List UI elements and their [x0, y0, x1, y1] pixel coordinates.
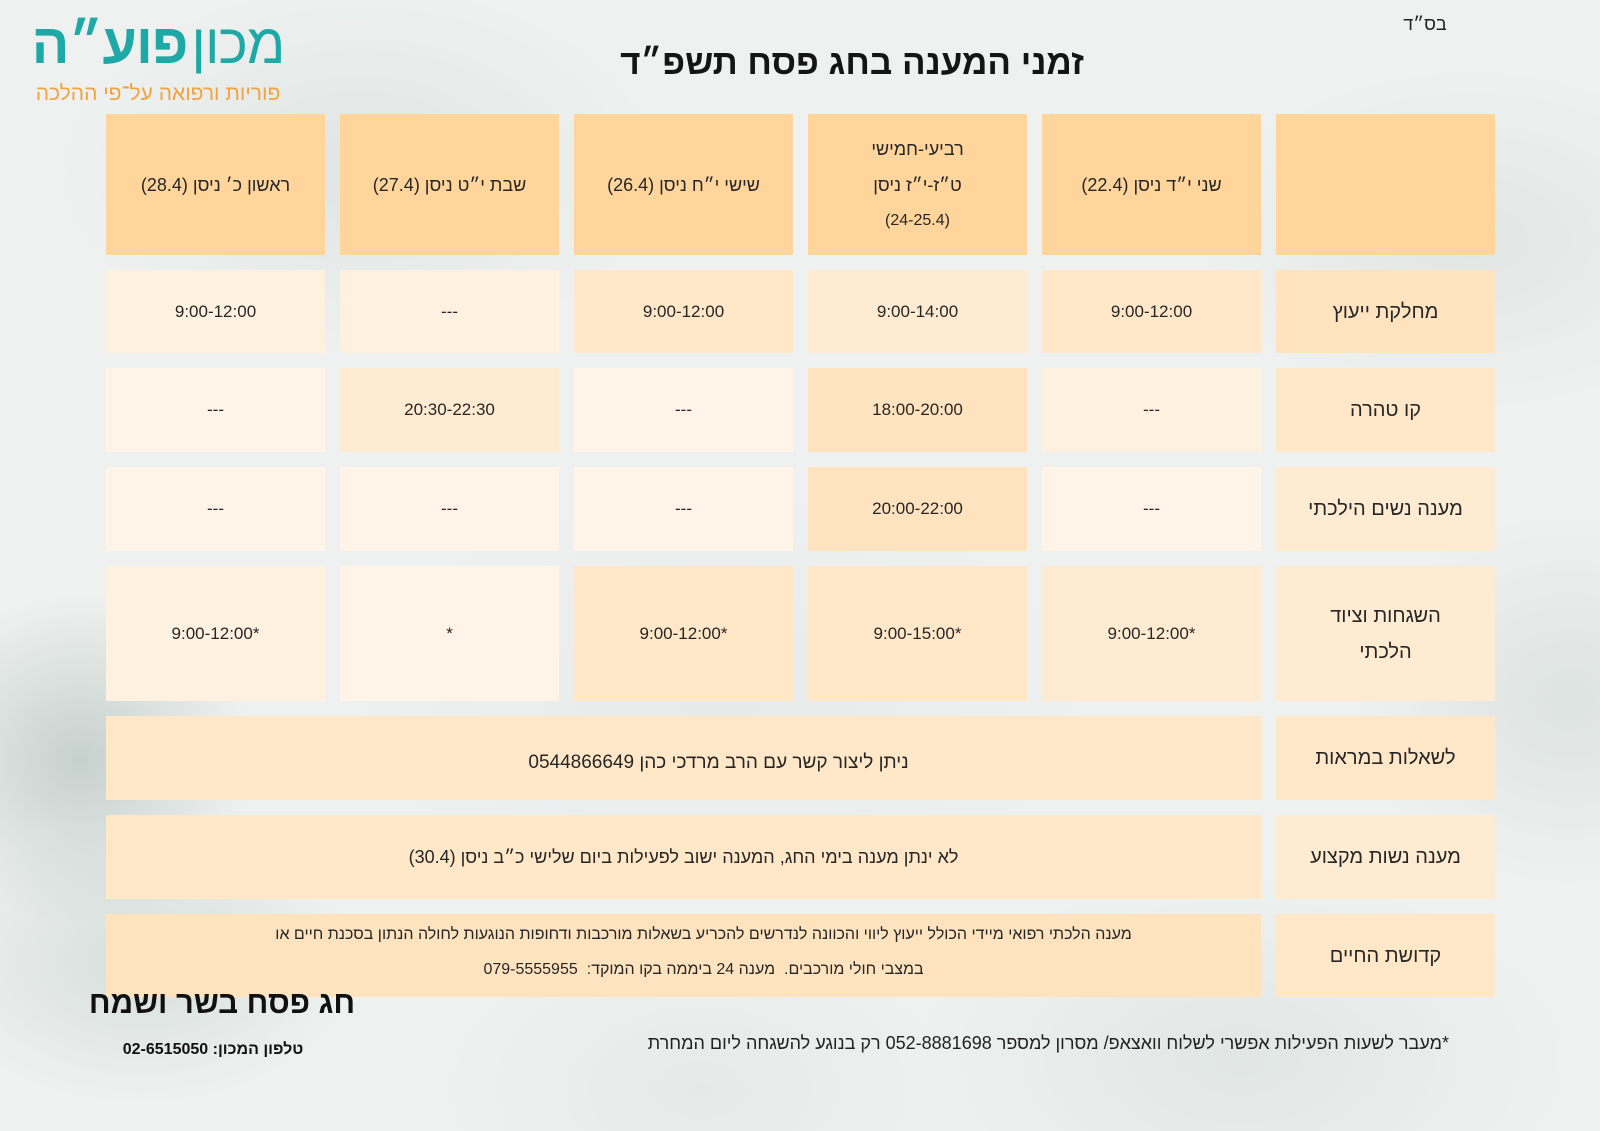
- hours-text: 9:00-12:00: [174, 301, 257, 321]
- row-label-supervision-equipment: [1276, 566, 1495, 701]
- hours-cell: [1042, 368, 1261, 452]
- logo-word-light: מכון: [191, 12, 285, 75]
- note-text: לא ינתן מענה בימי החג, המענה ישוב לפעילות ביום שלישי כ״ב ניסן (30.4): [408, 846, 959, 867]
- bsd-mark: בס״ד: [1403, 14, 1447, 34]
- footnote: *מעבר לשעות הפעילות אפשרי לשלוח וואצאפ/ מסרון למספר 052-8881698 רק בנוגע להשגחה ליום המחרת: [647, 1033, 1449, 1053]
- row-label-text: לשאלות במראות: [1315, 747, 1456, 769]
- row-label-women-halachic: [1276, 467, 1495, 551]
- hours-text: ---: [441, 301, 458, 321]
- hours-text: 9:00-12:00*: [639, 623, 728, 643]
- row-label-stains-questions: [1276, 716, 1495, 800]
- hours-cell: [1042, 467, 1261, 551]
- logo-wordmark: [8, 4, 308, 84]
- row-label-purity-line: [1276, 368, 1495, 452]
- day-header-wed-thu: [808, 114, 1027, 255]
- hours-cell: [574, 368, 793, 452]
- row-label-sanctity-of-life: [1276, 914, 1495, 997]
- row-label-text: מענה נשות מקצוע: [1310, 846, 1461, 868]
- day-header-text: שני י״ד ניסן (22.4): [1081, 174, 1222, 195]
- hours-text: 9:00-14:00: [876, 301, 959, 321]
- row-label-text: השגחות וציוד: [1330, 604, 1441, 627]
- row-label-text: מענה נשים הילכתי: [1308, 498, 1463, 520]
- hours-cell: [106, 270, 325, 353]
- hours-cell: [106, 368, 325, 452]
- logo-word-bold: פוע״ה: [31, 12, 188, 75]
- hours-text: *: [446, 623, 453, 643]
- hours-cell: [106, 467, 325, 551]
- hours-text: 20:00-22:00: [872, 499, 963, 518]
- institute-logo: [8, 4, 308, 106]
- hours-text: 9:00-15:00*: [873, 623, 962, 643]
- hours-text: ---: [675, 400, 692, 419]
- row-label-professional-women: [1276, 815, 1495, 899]
- day-header-text: ראשון כ׳ ניסן (28.4): [140, 174, 291, 195]
- hours-text: ---: [207, 400, 224, 419]
- hours-text: ---: [207, 499, 224, 518]
- day-header-hebrew-date: ט״ז-י״ז ניסן: [873, 174, 962, 195]
- hours-cell: [574, 467, 793, 551]
- note-cell: [106, 815, 1261, 899]
- day-header-friday: [574, 114, 793, 255]
- hours-cell: [574, 270, 793, 353]
- hours-cell: [340, 467, 559, 551]
- page-title: זמני המענה בחג פסח תשפ״ד: [620, 43, 1084, 82]
- table-corner-cell: [1276, 114, 1495, 255]
- hours-cell: [808, 270, 1027, 353]
- hours-text: 9:00-12:00*: [1107, 623, 1196, 643]
- note-text-line: מענה הלכתי רפואי מיידי הכולל ייעוץ ליווי והכוונה לנדרשים להכריע בשאלות מורכבות ודחופות הנוגעות לחולה הנתון בסכנת חיים או: [275, 925, 1132, 943]
- row-label-text: מחלקת ייעוץ: [1332, 300, 1439, 323]
- row-label-text: הלכתי: [1359, 640, 1412, 663]
- row-label-text: קדושת החיים: [1329, 944, 1442, 967]
- row-label-text: קו טהרה: [1349, 399, 1422, 421]
- hours-cell: [340, 368, 559, 452]
- note-text-line: במצבי חולי מורכבים. מענה 24 ביממה בקו המוקד: 079-5555955: [483, 960, 924, 978]
- day-header-gregorian-date: (24-25.4): [885, 211, 950, 229]
- hours-cell: [1042, 566, 1261, 701]
- day-header-saturday: [340, 114, 559, 255]
- hours-text: 18:00-20:00: [872, 400, 963, 419]
- hours-text: 9:00-12:00: [1110, 301, 1193, 321]
- day-header-text: שבת י״ט ניסן (27.4): [372, 174, 527, 195]
- schedule-table: [106, 114, 1495, 997]
- hours-text: 9:00-12:00*: [171, 623, 260, 643]
- row-label-consulting: [1276, 270, 1495, 353]
- day-header-text: רביעי-חמישי: [871, 138, 964, 159]
- hours-text: ---: [1143, 400, 1160, 419]
- hours-cell: [808, 368, 1027, 452]
- hours-cell: [340, 270, 559, 353]
- hours-cell: [106, 566, 325, 701]
- day-header-sunday: [106, 114, 325, 255]
- hours-text: ---: [441, 499, 458, 518]
- hours-text: 9:00-12:00: [642, 301, 725, 321]
- note-text: ניתן ליצור קשר עם הרב מרדכי כהן 0544866649: [528, 752, 909, 773]
- hours-text: ---: [1143, 499, 1160, 518]
- hours-text: 20:30-22:30: [404, 400, 495, 419]
- hours-cell: [340, 566, 559, 701]
- logo-tagline: פוריות ורפואה על־פי ההלכה: [35, 82, 281, 105]
- hours-cell: [574, 566, 793, 701]
- day-header-monday: [1042, 114, 1261, 255]
- note-cell: [106, 716, 1261, 800]
- hours-cell: [808, 467, 1027, 551]
- hours-cell: [1042, 270, 1261, 353]
- institute-phone: טלפון המכון: 02-6515050: [122, 1041, 304, 1058]
- day-header-text: שישי י״ח ניסן (26.4): [607, 174, 760, 195]
- hours-cell: [808, 566, 1027, 701]
- hours-text: ---: [675, 499, 692, 518]
- holiday-greeting: חג פסח בשר ושמח: [88, 985, 356, 1020]
